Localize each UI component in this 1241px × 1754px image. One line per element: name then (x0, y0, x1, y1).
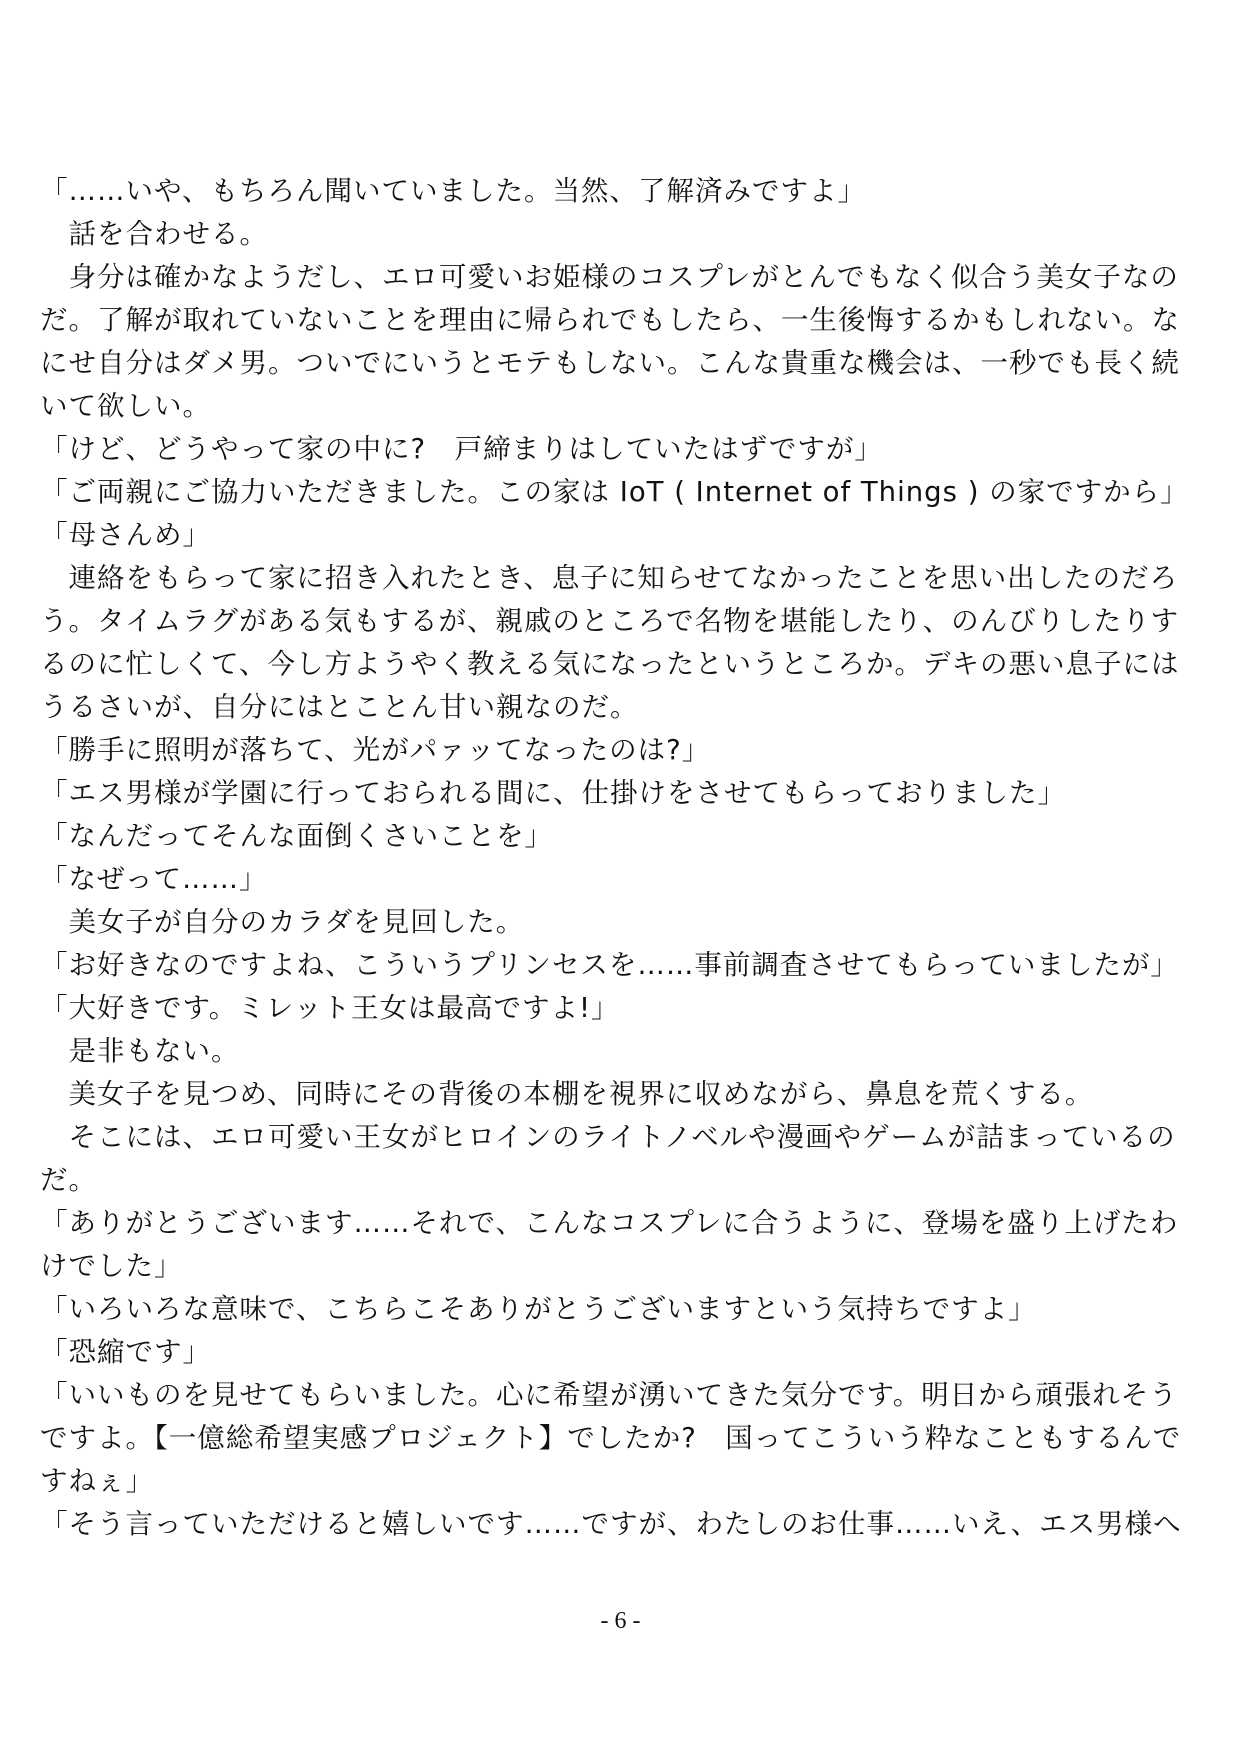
text-line: 「お好きなのですよね、こういうプリンセスを……事前調査させてもらっていましたが」 (40, 949, 1179, 981)
text-line: にせ自分はダメ男。ついでにいうとモテもしない。こんな貴重な機会は、一秒でも長く続 (40, 347, 1180, 379)
text-line: 「大好きです。ミレット王女は最高ですよ!」 (40, 992, 620, 1024)
text-line: 「なんだってそんな面倒くさいことを」 (40, 820, 553, 852)
text-line: 是非もない。 (40, 1035, 240, 1067)
text-line: 「恐縮です」 (40, 1336, 211, 1368)
text-line: 連絡をもらって家に招き入れたとき、息子に知らせてなかったことを思い出したのだろ (40, 562, 1179, 594)
text-line: 美女子を見つめ、同時にその背後の本棚を視界に収めながら、鼻息を荒くする。 (40, 1078, 1094, 1110)
text-line: いて欲しい。 (40, 390, 211, 422)
text-line: ですよ。【一億総希望実感プロジェクト】でしたか? 国ってこういう粋なこともするんで (40, 1422, 1182, 1454)
text-line: 「勝手に照明が落ちて、光がパァッてなったのは?」 (40, 734, 711, 766)
text-line: うるさいが、自分にはとことん甘い親なのだ。 (40, 691, 639, 723)
text-line: 「いろいろな意味で、こちらこそありがとうございますという気持ちですよ」 (40, 1293, 1037, 1325)
text-line: 「けど、どうやって家の中に? 戸締まりはしていたはずですが」 (40, 433, 883, 465)
text-line: 「ご両親にご協力いただきました。この家は IoT ( Internet of Things ) の家ですから」 (40, 476, 1189, 508)
text-line: 「ありがとうございます……それで、こんなコスプレに合うように、登場を盛り上げたわ (40, 1207, 1179, 1239)
text-line: そこには、エロ可愛い王女がヒロインのライトノベルや漫画やゲームが詰まっているの (40, 1121, 1176, 1153)
text-line: 「そう言っていただけると嬉しいです……ですが、わたしのお仕事……いえ、エス男様へ (40, 1508, 1182, 1540)
text-line: 「母さんめ」 (40, 519, 211, 551)
text-line: 「……いや、もちろん聞いていました。当然、了解済みですよ」 (40, 175, 866, 207)
text-line: だ。 (40, 1164, 97, 1196)
text-line: 「いいものを見せてもらいました。心に希望が湧いてきた気分です。明日から頑張れそう (40, 1379, 1178, 1411)
page-number: - 6 - (600, 1608, 641, 1634)
text-line: だ。了解が取れていないことを理由に帰られでもしたら、一生後悔するかもしれない。な (40, 304, 1180, 336)
text-line: 「エス男様が学園に行っておられる間に、仕掛けをさせてもらっておりました」 (40, 777, 1066, 809)
text-line: 「なぜって……」 (40, 863, 268, 895)
text-line: るのに忙しくて、今し方ようやく教える気になったというところか。デキの悪い息子には (40, 648, 1180, 680)
text-line: う。タイムラグがある気もするが、親戚のところで名物を堪能したり、のんびりしたりす (40, 605, 1180, 637)
body-text (40, 170, 1205, 1546)
text-line: すねぇ」 (40, 1465, 154, 1497)
text-line: けでした」 (40, 1250, 183, 1282)
text-line: 話を合わせる。 (40, 218, 268, 250)
text-line: 美女子が自分のカラダを見回した。 (40, 906, 525, 938)
text-line: 身分は確かなようだし、エロ可愛いお姫様のコスプレがとんでもなく似合う美女子なの (40, 261, 1179, 293)
